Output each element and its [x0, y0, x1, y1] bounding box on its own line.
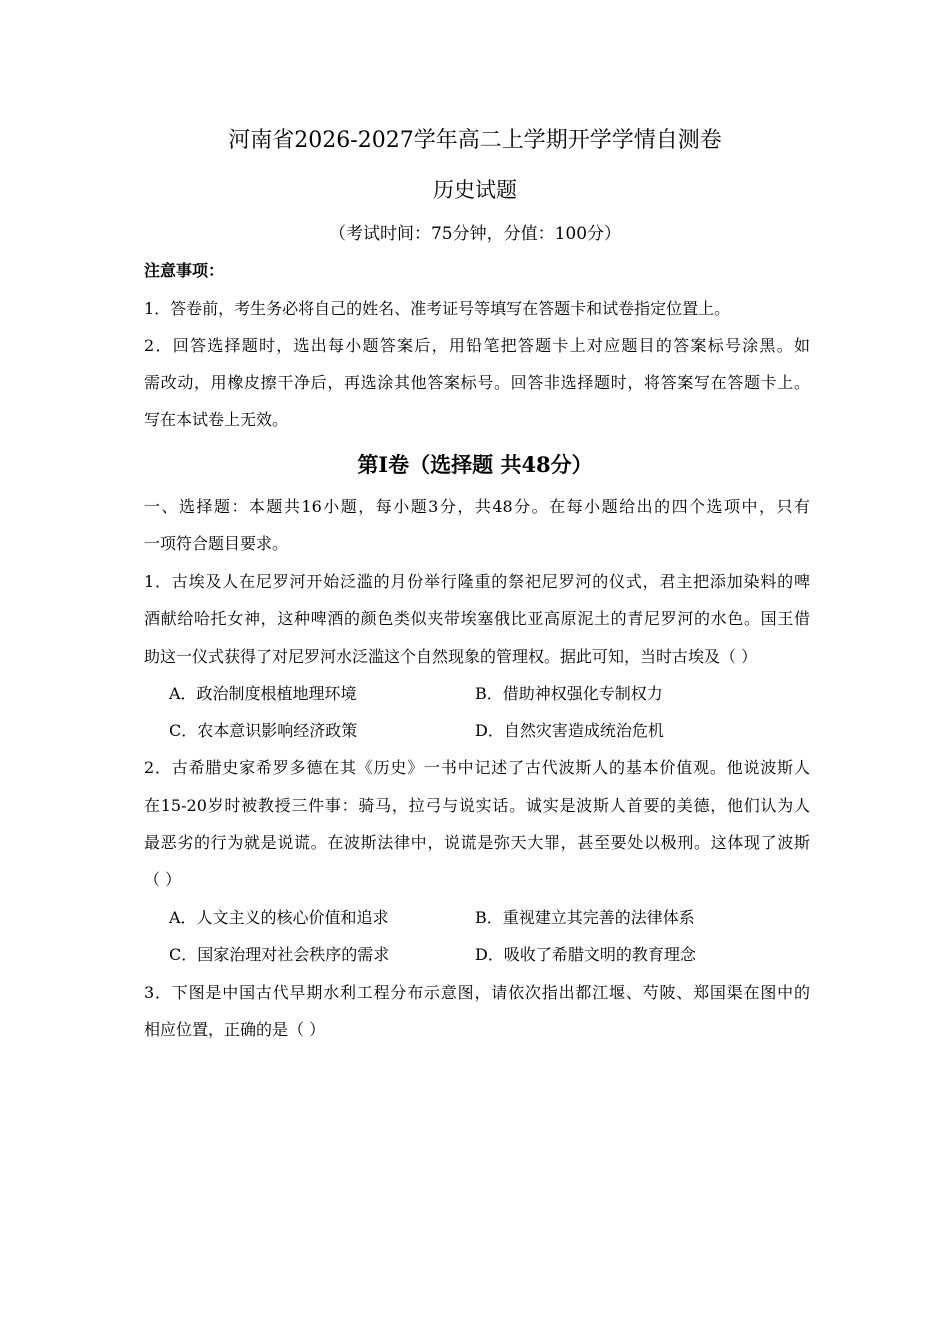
question-1-option-d: D．自然灾害造成统治危机: [475, 721, 664, 740]
exam-subject: 历史试题: [433, 178, 517, 202]
question-1-line-1: 1．古埃及人在尼罗河开始泛滥的月份举行隆重的祭祀尼罗河的仪式，君主把添加染料的啤: [144, 572, 810, 591]
notice-item-2-line-1: 2．回答选择题时，选出每小题答案后，用铅笔把答题卡上对应题目的答案标号涂黑。如: [144, 336, 810, 355]
section-title: 第Ⅰ卷（选择题 共48分）: [357, 452, 593, 477]
question-2-option-b: B．重视建立其完善的法律体系: [475, 908, 695, 927]
question-1-line-2: 酒献给哈托女神，这种啤酒的颜色类似夹带埃塞俄比亚高原泥土的青尼罗河的水色。国王借: [144, 609, 810, 628]
question-3-line-2: 相应位置，正确的是（ ）: [144, 1020, 326, 1039]
question-2-option-c: C．国家治理对社会秩序的需求: [169, 945, 390, 964]
question-1-option-a: A．政治制度根植地理环境: [169, 684, 357, 703]
exam-title: 河南省2026-2027学年高二上学期开学学情自测卷: [228, 128, 722, 153]
notice-item-2-line-3: 写在本试卷上无效。: [144, 410, 289, 429]
question-2-line-2: 在15-20岁时被教授三件事：骑马，拉弓与说实话。诚实是波斯人首要的美德，他们认为人: [144, 796, 810, 815]
notice-heading: 注意事项：: [144, 261, 225, 280]
question-2-line-1: 2．古希腊史家希罗多德在其《历史》一书中记述了古代波斯人的基本价值观。他说波斯人: [144, 758, 810, 777]
notice-item-2-line-2: 需改动，用橡皮擦干净后，再选涂其他答案标号。回答非选择题时，将答案写在答题卡上。: [144, 373, 810, 392]
notice-item-1: 1．答卷前，考生务必将自己的姓名、准考证号等填写在答题卡和试卷指定位置上。: [144, 299, 731, 318]
exam-info: （考试时间：75分钟，分值：100分）: [328, 224, 622, 244]
question-2-line-4: （ ）: [144, 870, 182, 889]
question-1-option-b: B．借助神权强化专制权力: [475, 684, 663, 703]
question-3-line-1: 3．下图是中国古代早期水利工程分布示意图，请依次指出都江堰、芍陂、郑国渠在图中的: [144, 983, 810, 1002]
question-2-option-d: D．吸收了希腊文明的教育理念: [475, 945, 696, 964]
section-instruction-line-2: 一项符合题目要求。: [144, 534, 289, 553]
section-instruction-line-1: 一、选择题：本题共16小题，每小题3分，共48分。在每小题给出的四个选项中，只有: [144, 497, 810, 516]
question-2-line-3: 最恶劣的行为就是说谎。在波斯法律中，说谎是弥天大罪，甚至要处以极刑。这体现了波斯: [144, 833, 810, 852]
question-1-option-c: C．农本意识影响经济政策: [169, 721, 358, 740]
question-2-option-a: A．人文主义的核心价值和追求: [169, 908, 389, 927]
question-1-line-3: 助这一仪式获得了对尼罗河水泛滥这个自然现象的管理权。据此可知，当时古埃及（ ）: [144, 647, 758, 666]
